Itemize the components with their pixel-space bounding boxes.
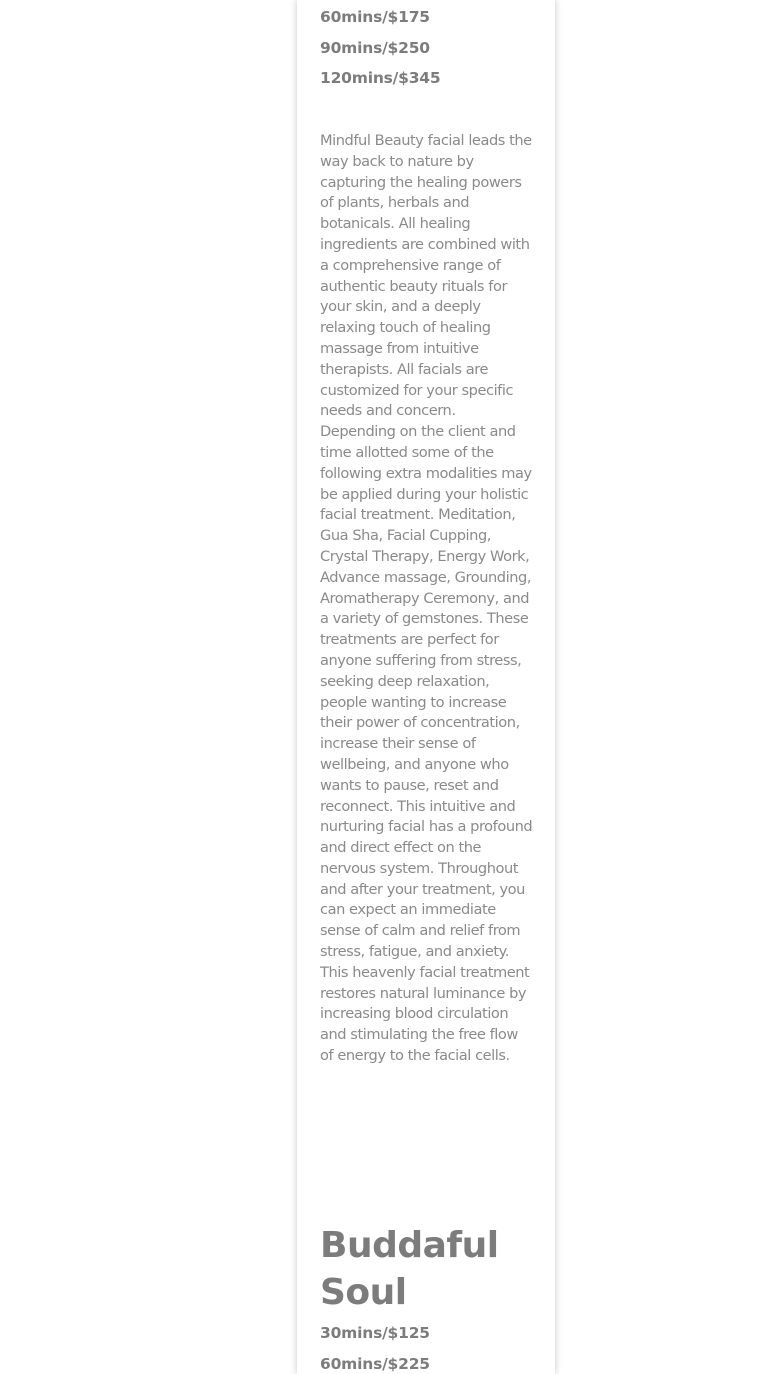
service-card [297,0,555,1374]
price-option-60min: 60mins/$175 [320,8,430,26]
price-option-60min-buddaful: 60mins/$225 [320,1355,430,1373]
section-title-buddaful-soul: Buddaful Soul [320,1225,499,1313]
price-option-30min: 30mins/$125 [320,1324,430,1342]
service-description: Mindful Beauty facial leads the way back to nature by capturing the healing powers of plants, herbals and botanicals. All healing ingredients are combined with a comprehensive range of authentic beauty rituals for your skin, and a deeply relaxing touch of healing massage from intuitive therapists. All facials are customized for your specific needs and concern. Depending on the client and time allotted some of the following extra modalities may be applied during your holistic facial treatment. Meditation, Gua Sha, Facial Cupping, Crystal Therapy, Energy Work, Advance massage, Grounding, Aromatherapy Ceremony, and a variety of gemstones. These treatments are perfect for anyone suffering from stress, seeking deep relaxation, people wanting to increase their power of concentration, increase their sense of wellbeing, and anyone who wants to pause, reset and reconnect. This intuitive and nurturing facial has a profound and direct effect on the nervous system. Throughout and after your treatment, you can expect an immediate sense of calm and relief from stress, fatigue, and anxiety. This heavenly facial treatment restores natural luminance by increasing blood circulation and stimulating the free flow of energy to the facial cells. [320,132,537,1065]
price-option-120min: 120mins/$345 [320,69,441,87]
price-option-90min: 90mins/$250 [320,39,430,57]
